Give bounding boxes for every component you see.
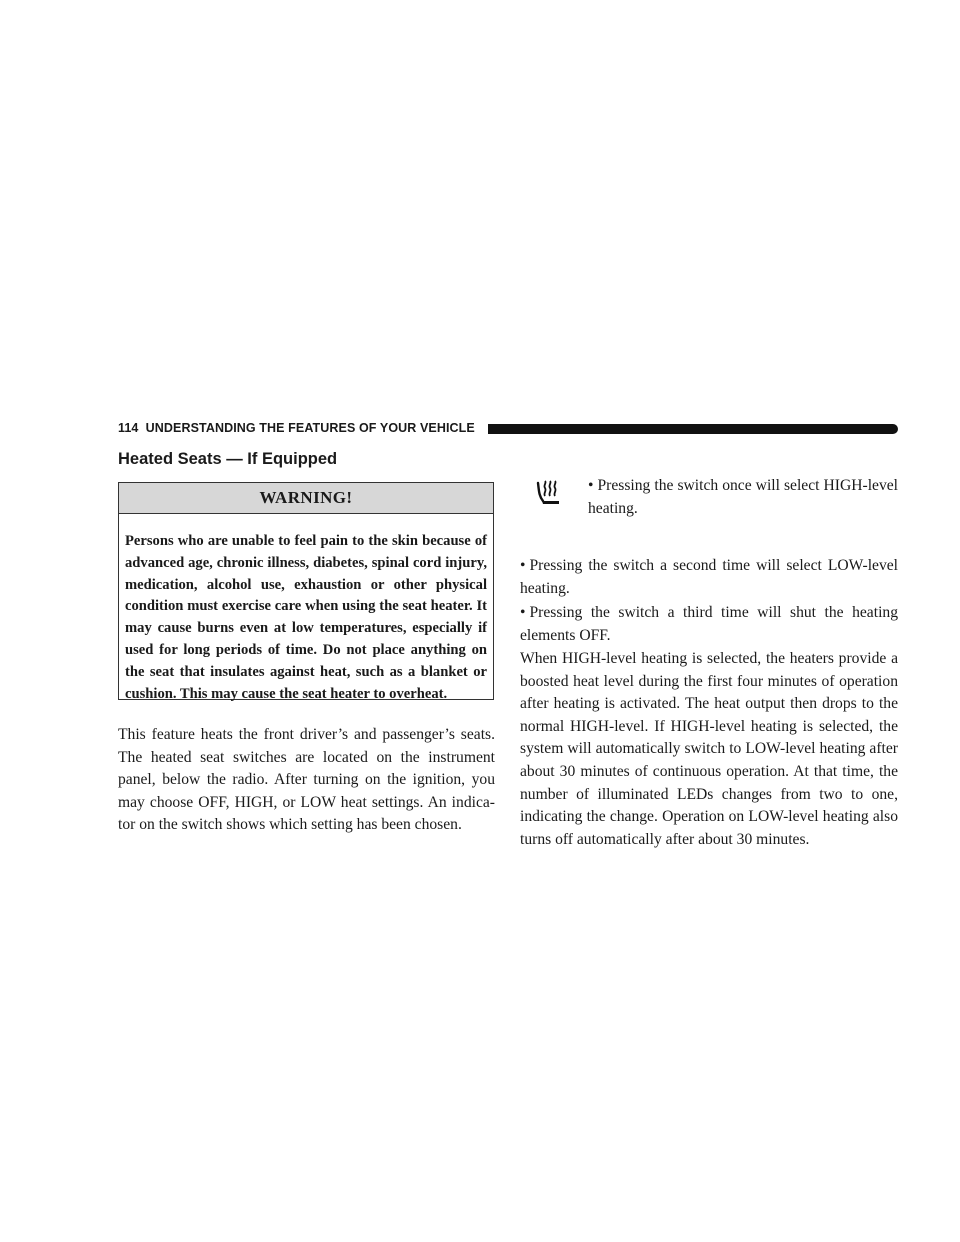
bullet-marker: • <box>520 557 526 574</box>
details-paragraph: When HIGH-level heating is selected, the heaters provide a boosted heat level during the first four minutes of operation after heating is activated. The heat output then drops to the normal HIGH-level. If HIGH-level heating is selected, the system will automatically switch to LOW-level heating after about 30 minutes of continuous operation. At that time, the number of illuminated LEDs changes from two to one, indicating the change. Operation on LOW-level heating also turns off automatically after about 30 minutes. <box>520 650 898 848</box>
list-item <box>520 555 898 600</box>
heated-seat-icon <box>530 476 566 512</box>
section-title: Heated Seats — If Equipped <box>118 450 338 468</box>
page-header <box>118 419 898 441</box>
warning-body: Persons who are unable to feel pain to the skin because of advanced age, chronic illness, diabetes, spinal cord injury, medication, alcohol use, exhaustion or other physical condition must exercise care when using the seat heater. It may cause burns even at low temperatures, especially if used for long periods of time. Do not place anything on the seat that insulates against heat, such as a blanket or cushion. This may cause the seat heater to overheat. <box>125 533 487 702</box>
running-title: UNDERSTANDING THE FEATURES OF YOUR VEHICLE <box>145 421 475 435</box>
bullet-marker: • <box>520 604 526 621</box>
intro-paragraph: This feature heats the front driver’s and passenger’s seats. The heated seat switches are located on the instrument panel, below the radio. After turning on the ignition, you may choose OFF, HIGH, or LOW heat settings. An indicator on the switch shows which setting has been chosen. <box>118 726 495 834</box>
bullet-marker: • <box>588 477 594 494</box>
page-number: 114 <box>118 421 139 435</box>
bullet-text: Pressing the switch a second time will select LOW-level heating. <box>520 557 898 597</box>
warning-title: WARNING! <box>119 483 493 514</box>
warning-box <box>118 482 494 700</box>
list-item <box>588 475 898 520</box>
list-item <box>520 602 898 647</box>
bullet-text: Pressing the switch a third time will shut the heating elements OFF. <box>520 604 898 644</box>
header-bar <box>488 424 898 434</box>
bullet-text: Pressing the switch once will select HIGH-level heating. <box>588 477 898 517</box>
running-header <box>118 421 475 435</box>
